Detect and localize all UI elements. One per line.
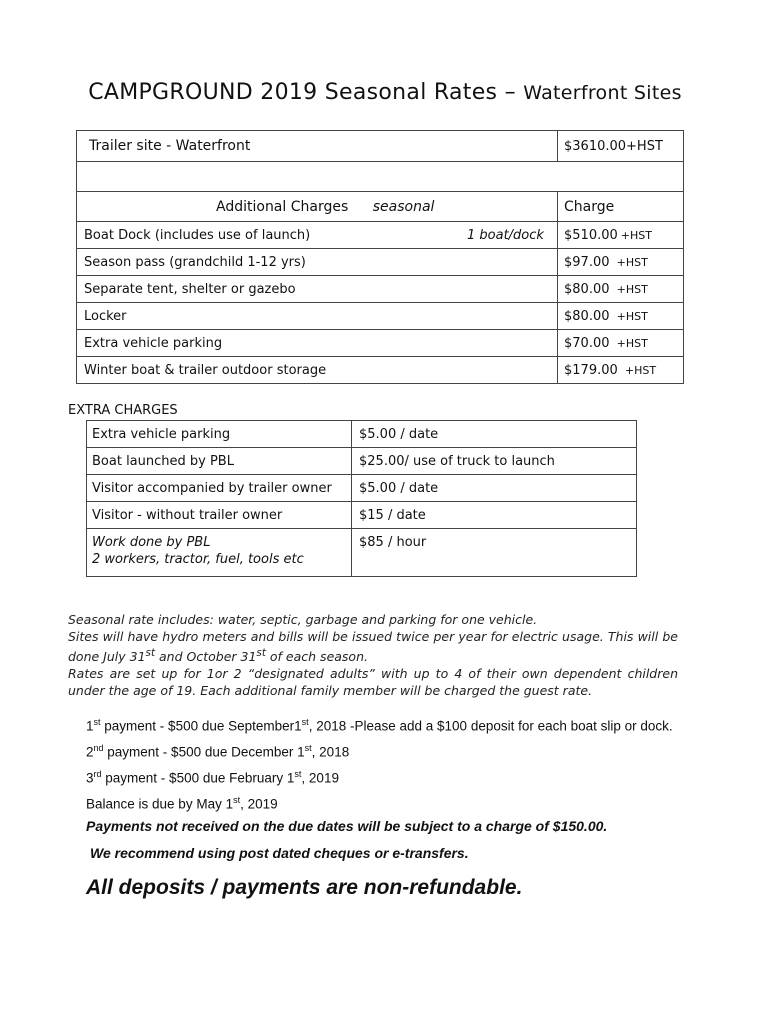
payment-text: payment - $500 due February 1 [101, 770, 295, 786]
rate-price-cell [558, 249, 684, 276]
rate-row [77, 303, 684, 330]
payment-ordinal: st [93, 717, 101, 727]
extra-row [87, 421, 637, 448]
extra-row [87, 502, 637, 529]
rate-row [77, 276, 684, 303]
payment-number: 1 [86, 718, 94, 734]
title-sub: Waterfront Sites [523, 82, 682, 104]
rate-label: Boat Dock (includes use of launch) [84, 227, 311, 243]
note-hydro-sup2: st [256, 647, 266, 659]
extra-label: Extra vehicle parking [87, 421, 352, 448]
rate-label-cell [77, 222, 558, 249]
rate-label: Winter boat & trailer outdoor storage [77, 357, 558, 384]
work-label-line1: Work done by PBL [92, 535, 211, 550]
late-charge-warning: Payments not received on the due dates will be subject to a charge of $150.00. [86, 818, 608, 834]
extra-label: Visitor accompanied by trailer owner [87, 475, 352, 502]
rate-row [77, 249, 684, 276]
rate-price-cell [558, 357, 684, 384]
rate-price: $97.00 [564, 254, 610, 270]
payment-rest: , 2018 -Please add a $100 deposit for each boat slip or dock. [308, 718, 673, 734]
payment-schedule [86, 712, 673, 900]
note-includes: Seasonal rate includes: water, septic, garbage and parking for one vehicle. [68, 612, 538, 627]
trailer-row [77, 131, 684, 162]
note-hydro-text: Sites will have hydro meters and bills will be issued twice per year for electric usage. This will be done July 31 [68, 629, 678, 665]
extra-price: $5.00 / date [352, 421, 637, 448]
extra-label: Boat launched by PBL [87, 448, 352, 475]
rate-price-cell [558, 303, 684, 330]
balance-rest: , 2019 [240, 796, 278, 812]
note-hydro-end: of each season. [265, 649, 368, 665]
header-label: Additional Charges [216, 198, 349, 215]
balance-due [86, 790, 673, 816]
rate-price: $80.00 [564, 281, 610, 297]
payment-text: payment - $500 due December 1 [103, 744, 305, 760]
header-charge: Charge [558, 192, 684, 222]
payment-date-sup: st [301, 717, 309, 727]
extra-charges-title: EXTRA CHARGES [68, 403, 178, 418]
non-refundable-notice: All deposits / payments are non-refundable. [86, 876, 523, 899]
note-hydro-mid: and October 31 [155, 649, 257, 665]
extra-label: Visitor - without trailer owner [87, 502, 352, 529]
rate-hst: +HST [624, 363, 657, 377]
rate-price-cell [558, 222, 684, 249]
rate-hst: +HST [616, 282, 648, 296]
extra-price: $25.00/ use of truck to launch [352, 448, 637, 475]
rate-hst: +HST [616, 336, 648, 350]
rate-label: Separate tent, shelter or gazebo [77, 276, 558, 303]
work-label-cell [87, 529, 352, 577]
work-label-line2: 2 workers, tractor, fuel, tools etc [92, 552, 304, 567]
payment-2 [86, 738, 673, 764]
blank-cell [77, 162, 684, 192]
trailer-label: Trailer site - Waterfront [77, 131, 558, 162]
header-label-cell [77, 192, 558, 222]
rate-price: $179.00 [564, 362, 618, 378]
page-title [0, 80, 770, 105]
extra-row [87, 475, 637, 502]
trailer-price: $3610.00+HST [558, 131, 684, 162]
rate-price: $70.00 [564, 335, 610, 351]
payment-rest: , 2018 [311, 744, 350, 760]
extra-row-work [87, 529, 637, 577]
rate-hst: +HST [616, 255, 648, 269]
extra-row [87, 448, 637, 475]
title-main: CAMPGROUND 2019 Seasonal Rates – [88, 80, 516, 105]
extra-price: $15 / date [352, 502, 637, 529]
payment-text: payment - $500 due September1 [100, 718, 302, 734]
rate-notes [68, 611, 678, 699]
work-price: $85 / hour [352, 529, 637, 577]
rate-hst: +HST [620, 228, 652, 242]
payment-recommendation: We recommend using post dated cheques or e-transfers. [90, 845, 469, 861]
rate-row [77, 222, 684, 249]
balance-sup: st [233, 795, 241, 805]
rate-row [77, 357, 684, 384]
rate-row [77, 330, 684, 357]
note-hydro-sup1: st [145, 647, 156, 659]
payment-date-sup: st [294, 769, 302, 779]
blank-row [77, 162, 684, 192]
rate-price-cell [558, 330, 684, 357]
rate-price: $510.00 [564, 227, 618, 243]
extra-price: $5.00 / date [352, 475, 637, 502]
header-seasonal: seasonal [372, 198, 435, 215]
payment-ordinal: nd [93, 743, 104, 753]
rates-table [76, 130, 684, 384]
extra-charges-table [86, 420, 637, 577]
note-adults: Rates are set up for 1or 2 “designated adults” with up to 4 of their own dependent children under the age of 19. Each additional family member will be charged the guest rate. [68, 666, 678, 699]
payment-1 [86, 712, 673, 738]
payment-number: 2 [86, 744, 94, 760]
balance-text: Balance is due by May 1 [86, 796, 234, 812]
payment-number: 3 [86, 770, 94, 786]
rate-label: Extra vehicle parking [77, 330, 558, 357]
payment-ordinal: rd [93, 769, 102, 779]
rate-hst: +HST [616, 309, 648, 323]
additional-charges-header [77, 192, 684, 222]
payment-rest: , 2019 [301, 770, 339, 786]
rate-price: $80.00 [564, 308, 610, 324]
rate-price-cell [558, 276, 684, 303]
rate-qty: 1 boat/dock [467, 228, 544, 243]
payment-date-sup: st [304, 743, 312, 753]
rate-label: Season pass (grandchild 1-12 yrs) [77, 249, 558, 276]
payment-3 [86, 764, 673, 790]
rate-label: Locker [77, 303, 558, 330]
note-hydro [68, 628, 678, 665]
